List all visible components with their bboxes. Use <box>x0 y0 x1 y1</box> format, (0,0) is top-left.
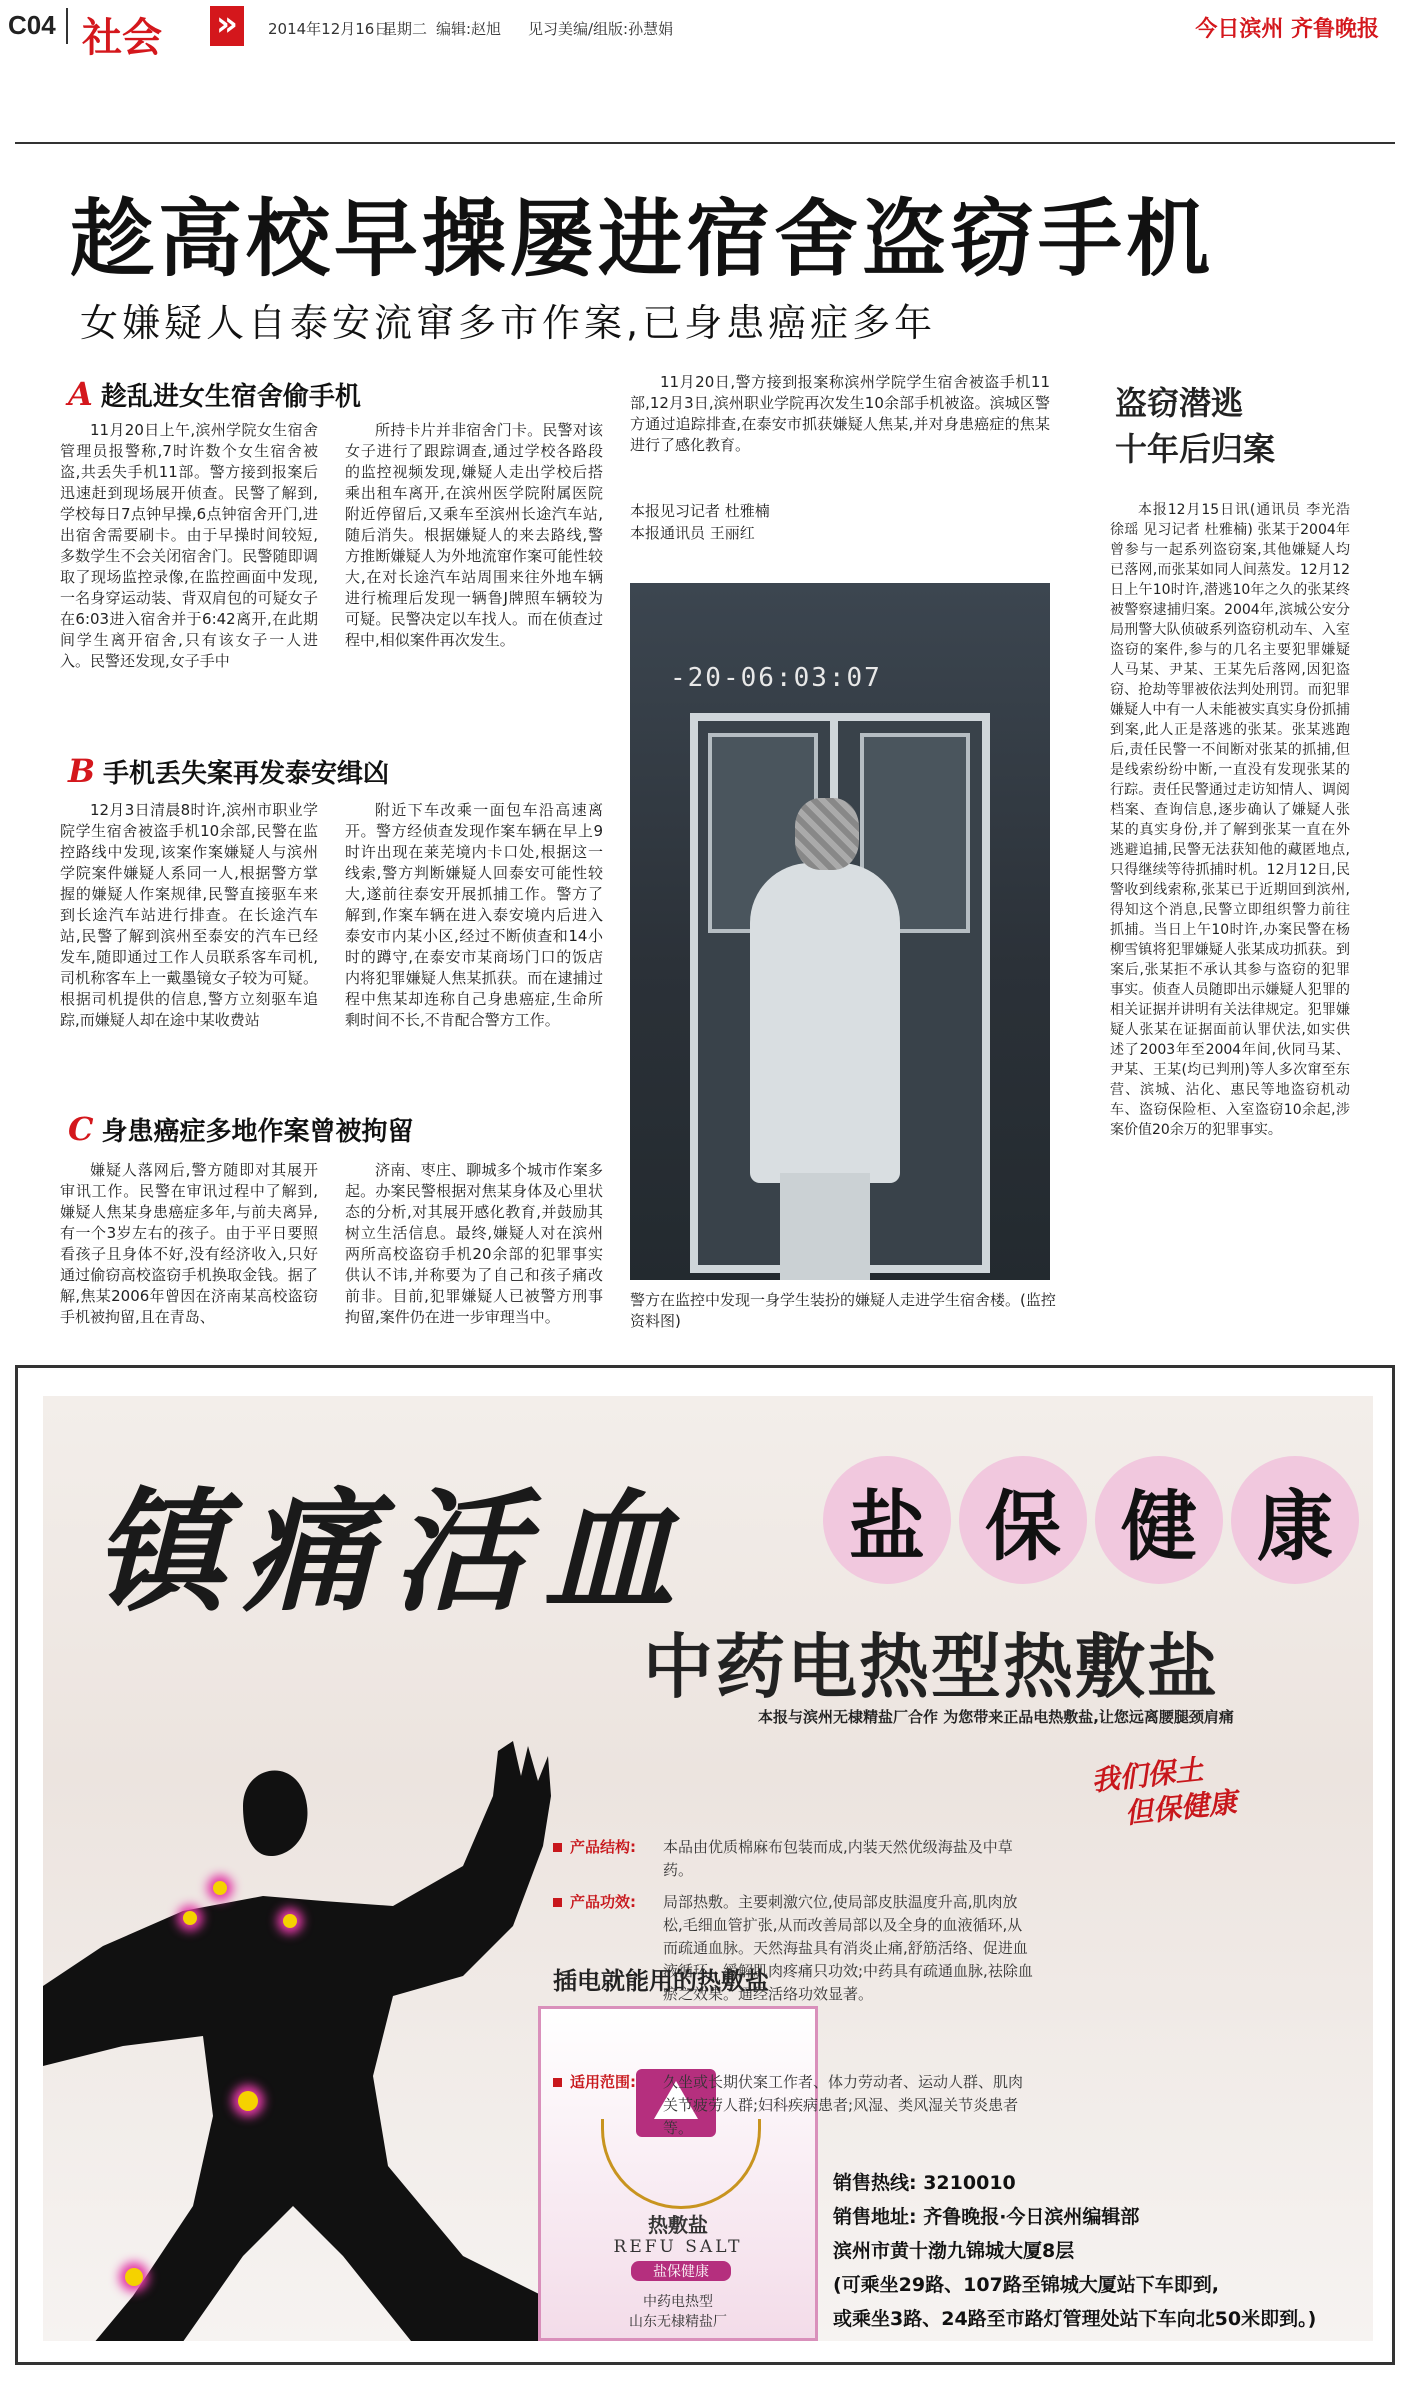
side-story-text: 本报12月15日讯(通讯员 李光浩 徐瑶 见习记者 杜雅楠) 张某于2004年曾参与一起系列盗窃案,其他嫌疑人均已落网,而张某如同人间蒸发。12月12日上午10时许,潜逃10年之久的张某终被警察逮捕归案。2004年,滨城公安分局刑警大队侦破系列盗窃机动车、入室盗窃的案件,参与的几名主要犯罪嫌疑人马某、尹某、王某先后落网,因犯盗窃、抢劫等罪被依法判处刑罚。而犯罪嫌疑人中有一人未能被实真实身份抓捕到案,此人正是落逃的张某。张某逃跑后,责任民警一不间断对张某的抓捕,但是线索纷纷中断,一直没有发现张某的行踪。责任民警通过走访知情人、调阅档案、查询信息,逐步确认了嫌疑人张某的真实身份,并了解到张某一直在外逃避追捕,民警无法获知他的藏匿地点,只得继续等待抓捕时机。12月12日,民警收到线索称,张某已于近期回到滨州,得知这个消息,民警立即组织警力前往抓捕。当日上午10时许,办案民警在杨柳雪镇将犯罪嫌疑人张某成功抓获。到案后,张某拒不承认其参与盗窃的犯罪事实。侦查人员随即出示嫌疑人犯罪的相关证据并讲明有关法律规定。犯罪嫌疑人张某在证据面前认罪伏法,如实供述了2003年至2004年间,伙同马某、尹某、王某(均已判刑)等人多次窜至东营、滨城、沾化、惠民等地盗窃机动车、盗窃保险柜、入室盗窃10余起,涉案价值20余万的犯罪事实。 <box>1110 502 1350 1138</box>
taichi-silhouette-icon <box>43 1736 603 2341</box>
section-b-letter: B <box>68 752 96 790</box>
section-b-col2: 附近下车改乘一面包车沿高速离开。警方经侦查发现作案车辆在早上9时许出现在莱芜境内卡口处,根据这一线索,警方判断嫌疑人回泰安可能性较大,遂前往泰安开展抓捕工作。警方了解到,作案车辆在进入泰安境内后进入泰安市内某小区,经过不断侦查和14小时的蹲守,在泰安市某商场门口的饭店内将犯罪嫌疑人焦某抓获。而在逮捕过程中焦某却连称自己身患癌症,生命所剩时间不长,不肯配合警方工作。 <box>345 801 603 1029</box>
spec-label: 产品结构: <box>553 1836 653 1859</box>
newspaper-brand: 今日滨州 齐鲁晚报 <box>1195 17 1379 42</box>
side-story-heading <box>1115 380 1275 472</box>
subheadline: 女嫌疑人自泰安流窜多市作案,已身患癌症多年 <box>80 301 937 345</box>
article-lede: 11月20日,警方接到报案称滨州学院学生宿舍被盗手机11部,12月3日,滨州职业学院再次发生10余部手机被盗。滨城区警方通过追踪排查,在泰安市抓获嫌疑人焦某,并对身患癌症的焦某进行了感化教育。 <box>630 373 1050 454</box>
sales-directions-2: 或乘坐3路、24路至市路灯管理处站下车向北50米即到。) <box>833 2308 1317 2330</box>
spec-structure <box>553 1836 1033 1882</box>
byline-correspondent: 本报通讯员 王丽红 <box>630 524 755 542</box>
package-tag: 盐保健康 <box>631 2261 731 2281</box>
header-divider <box>66 8 68 44</box>
ad-circle-char: 康 <box>1231 1456 1359 1584</box>
spec-text: 本品由优质棉麻布包装而成,内装天然优级海盐及中草药。 <box>663 1838 1013 1879</box>
byline <box>630 500 770 544</box>
spec-text: 局部热敷。主要刺激穴位,使局部皮肤温度升高,肌肉放松,毛细血管扩张,从而改善局部以及全身的血液循环,从而疏通血脉。天然海盐具有消炎止痛,舒筋活络、促进血液循环、缓解肌肉疼痛只功效;中药具有疏通血脉,祛除血瘀之效果。通经活络功效显著。 <box>663 1893 1033 2003</box>
byline-reporter: 本报见习记者 杜雅楠 <box>630 502 770 520</box>
spec-text: 久坐或长期伏案工作者、体力劳动者、运动人群、肌肉关节疲劳人群;妇科疾病患者;风湿、类风湿关节炎患者等。 <box>663 2073 1024 2137</box>
acupoint-dot <box>283 1914 297 1928</box>
side-story-title-line1: 盗窃潜逃 <box>1115 384 1244 422</box>
package-name: 热敷盐 <box>648 2213 708 2237</box>
acupoint-dot <box>238 2091 258 2111</box>
design-credit: 见习美编/组版:孙慧娟 <box>528 20 674 38</box>
section-arrow-icon <box>210 6 244 46</box>
section-c-title: 身患癌症多地作案曾被拘留 <box>101 1117 414 1147</box>
photo-timestamp: -20-06:03:07 <box>670 663 882 693</box>
ad-circle-char: 盐 <box>823 1456 951 1584</box>
ad-circle-char: 保 <box>959 1456 1087 1584</box>
acupoint-dot <box>213 1881 227 1895</box>
photo-caption: 警方在监控中发现一身学生装扮的嫌疑人走进学生宿舍楼。(监控资料图) <box>630 1291 1056 1330</box>
spec-label: 适用范围: <box>553 2071 653 2094</box>
section-a-letter: A <box>68 375 93 413</box>
ad-panel <box>43 1396 1373 2341</box>
photo-person-blurred-face <box>795 798 859 870</box>
package-type: 中药电热型 <box>643 2294 713 2310</box>
product-package <box>538 2006 818 2341</box>
photo-person-legs <box>780 1173 870 1280</box>
section-a-heading <box>68 375 361 413</box>
advertisement <box>15 1365 1395 2365</box>
photo-person <box>750 863 900 1183</box>
section-c-col2: 济南、枣庄、聊城多个城市作案多起。办案民警根据对焦某身体及心里状态的分析,对其展开感化教育,并鼓励其树立生活信息。最终,嫌疑人对在滨州两所高校盗窃手机20余部的犯罪事实供认不讳,并称要为了自己和孩子痛改前非。目前,犯罪嫌疑人已被警方刑事拘留,案件仍在进一步审理当中。 <box>345 1161 603 1326</box>
ad-slogan-circles <box>823 1456 1359 1584</box>
spec-label: 产品功效: <box>553 1891 653 1914</box>
editor-credit: 编辑:赵旭 <box>436 20 502 38</box>
sales-directions-1: (可乘坐29路、107路至锦城大厦站下车即到, <box>833 2274 1220 2296</box>
header-rule <box>15 142 1395 144</box>
section-c-letter: C <box>68 1110 94 1148</box>
issue-weekday: 星期二 <box>382 20 428 38</box>
section-b-heading <box>68 752 389 790</box>
package-maker: 山东无棣精盐厂 <box>629 2314 727 2330</box>
ad-title: 中药电热型热敷盐 <box>643 1626 1219 1708</box>
section-c-col1: 嫌疑人落网后,警方随即对其展开审讯工作。民警在审讯过程中了解到,嫌疑人焦某身患癌症多年,与前夫离异,有一个3岁左右的孩子。由于平日要照看孩子且身体不好,没有经济收入,只好通过偷窃高校盗窃手机换取金钱。据了解,焦某2006年曾因在济南某高校盗窃手机被拘留,且在青岛、 <box>60 1161 318 1326</box>
section-b-title: 手机丢失案再发泰安缉凶 <box>103 759 390 789</box>
surveillance-photo <box>630 583 1050 1280</box>
spec-effect <box>553 1891 1033 2006</box>
section-b-col1: 12月3日清晨8时许,滨州市职业学院学生宿舍被盗手机10余部,民警在监控路线中发现,该案作案嫌疑人与滨州学院案件嫌疑人系同一人,根据警方掌握的嫌疑人作案规律,民警直接驱车来到长途汽车站进行排查。在长途汽车站,民警了解到滨州至泰安的汽车已经发车,随即通过工作人员联系客车司机,司机称客车上一戴墨镜女子较为可疑。根据司机提供的信息,警方立刻驱车追踪,而嫌疑人却在途中某收费站 <box>60 801 318 1029</box>
ad-circle-char: 健 <box>1095 1456 1223 1584</box>
spec-scope <box>553 2071 1033 2140</box>
section-a-col1: 11月20日上午,滨州学院女生宿舍管理员报警称,7时许数个女生宿舍被盗,共丢失手机11部。警方接到报案后迅速赶到现场展开侦查。民警了解到,学校每日7点钟早操,6点钟宿舍开门,进出宿舍需要刷卡。由于早操时间较短,多数学生不会关闭宿舍门。民警随即调取了现场监控录像,在监控画面中发现,一名身穿运动装、背双肩包的可疑女子在6:03进入宿舍并于6:42离开,在此期间学生离开宿舍,只有该女子一人进入。民警还发现,女子手中 <box>60 421 318 670</box>
ad-calligraphy: 镇痛活血 <box>93 1475 693 1630</box>
section-a-col2: 所持卡片并非宿舍门卡。民警对该女子进行了跟踪调查,通过学校各路段的监控视频发现,嫌疑人走出学校后搭乘出租车离开,在滨州医学院附属医院附近停留后,又乘车至滨州长途汽车站,随后消失。根据嫌疑人的来去路线,警方推断嫌疑人为外地流窜作案可能性较大,在对长途汽车站周围来往外地车辆进行梳理后发现一辆鲁J牌照车辆较为可疑。民警决定以车找人。而在侦查过程中,相似案件再次发生。 <box>345 421 603 649</box>
page-header <box>0 0 1409 80</box>
section-a-title: 趁乱进女生宿舍偷手机 <box>100 382 361 412</box>
issue-date: 2014年12月16日 <box>268 20 390 38</box>
ad-subtitle: 本报与滨州无棣精盐厂合作 为您带来正品电热敷盐,让您远离腰腿颈肩痛 <box>758 1708 1234 1726</box>
ad-handwritten-slogan: 我们保土 但保健康 <box>1089 1752 1239 1831</box>
product-heading: 插电就能用的热敷盐 <box>553 1967 769 1995</box>
section-name: 社会 <box>82 15 162 61</box>
acupoint-dot <box>125 2268 143 2286</box>
headline: 趁高校早操屡进宿舍盗窃手机 <box>70 190 1215 288</box>
side-story-title-line2: 十年后归案 <box>1115 430 1276 468</box>
sales-hotline: 销售热线: 3210010 <box>833 2172 1016 2194</box>
acupoint-dot <box>183 1911 197 1925</box>
sales-info <box>833 2166 1316 2336</box>
sales-location: 滨州市黄十渤九锦城大厦8层 <box>833 2240 1075 2262</box>
page-number: C04 <box>8 10 56 40</box>
sales-address: 销售地址: 齐鲁晚报·今日滨州编辑部 <box>833 2206 1140 2228</box>
package-english-name: REFU SALT <box>613 2237 743 2257</box>
section-c-heading <box>68 1110 413 1148</box>
